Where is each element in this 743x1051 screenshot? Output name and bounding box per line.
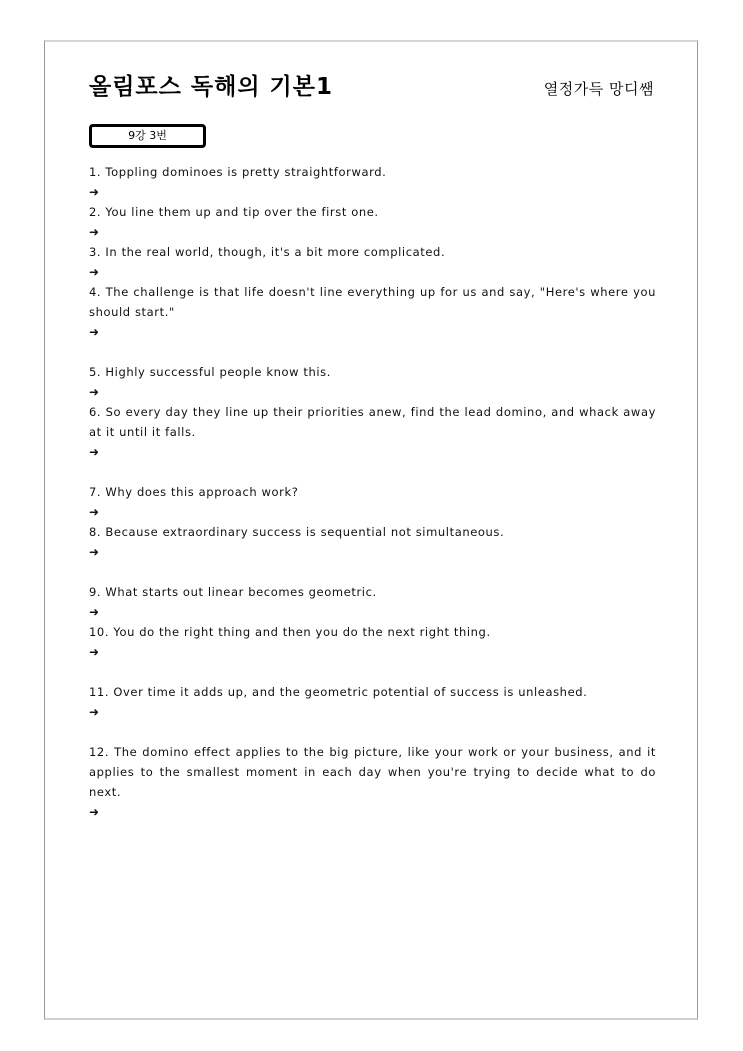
sentence-text: 6. So every day they line up their priorities anew, find the lead domino, and whack away at it until it falls. bbox=[89, 405, 656, 439]
arrow-icon: ➜ bbox=[89, 605, 100, 619]
sentence-text: 3. In the real world, though, it's a bit more complicated. bbox=[89, 245, 446, 259]
spacer bbox=[89, 562, 656, 582]
sentence-text: 12. The domino effect applies to the big picture, like your work or your business, and it applies to the smallest moment in each day when you're trying to decide what to do next. bbox=[89, 745, 656, 799]
sentence-item bbox=[89, 582, 656, 622]
sentence-item bbox=[89, 162, 656, 202]
sentence-text: 1. Toppling dominoes is pretty straightforward. bbox=[89, 165, 387, 179]
arrow-icon: ➜ bbox=[89, 325, 100, 339]
sentence-text: 4. The challenge is that life doesn't line everything up for us and say, "Here's where you should start." bbox=[89, 285, 656, 319]
sentence-item bbox=[89, 482, 656, 522]
arrow-icon: ➜ bbox=[89, 545, 100, 559]
sentence-text: 5. Highly successful people know this. bbox=[89, 365, 332, 379]
sentence-text: 9. What starts out linear becomes geometric. bbox=[89, 585, 377, 599]
sentence-item bbox=[89, 682, 656, 742]
spacer bbox=[89, 342, 656, 362]
arrow-icon: ➜ bbox=[89, 805, 100, 819]
arrow-icon: ➜ bbox=[89, 505, 100, 519]
sentence-item bbox=[89, 362, 656, 402]
worksheet-page bbox=[44, 40, 698, 1020]
sentence-list bbox=[89, 162, 656, 822]
arrow-icon: ➜ bbox=[89, 385, 100, 399]
worksheet-title: 올림포스 독해의 기본1 bbox=[89, 74, 333, 100]
arrow-icon: ➜ bbox=[89, 445, 100, 459]
sentence-item bbox=[89, 242, 656, 282]
spacer bbox=[89, 722, 656, 742]
sentence-item bbox=[89, 402, 656, 482]
lesson-badge: 9강 3번 bbox=[89, 124, 206, 148]
sentence-text: 8. Because extraordinary success is sequential not simultaneous. bbox=[89, 525, 505, 539]
sentence-item bbox=[89, 742, 656, 822]
author-label: 열정가득 망디쌤 bbox=[543, 80, 654, 98]
arrow-icon: ➜ bbox=[89, 265, 100, 279]
arrow-icon: ➜ bbox=[89, 225, 100, 239]
sentence-item bbox=[89, 202, 656, 242]
arrow-icon: ➜ bbox=[89, 705, 100, 719]
sentence-item bbox=[89, 522, 656, 582]
spacer bbox=[89, 662, 656, 682]
arrow-icon: ➜ bbox=[89, 645, 100, 659]
sentence-text: 7. Why does this approach work? bbox=[89, 485, 299, 499]
arrow-icon: ➜ bbox=[89, 185, 100, 199]
spacer bbox=[89, 462, 656, 482]
sentence-text: 2. You line them up and tip over the first one. bbox=[89, 205, 379, 219]
sentence-text: 11. Over time it adds up, and the geometric potential of success is unleashed. bbox=[89, 685, 588, 699]
sentence-item bbox=[89, 622, 656, 682]
sentence-item bbox=[89, 282, 656, 362]
sentence-text: 10. You do the right thing and then you do the next right thing. bbox=[89, 625, 491, 639]
